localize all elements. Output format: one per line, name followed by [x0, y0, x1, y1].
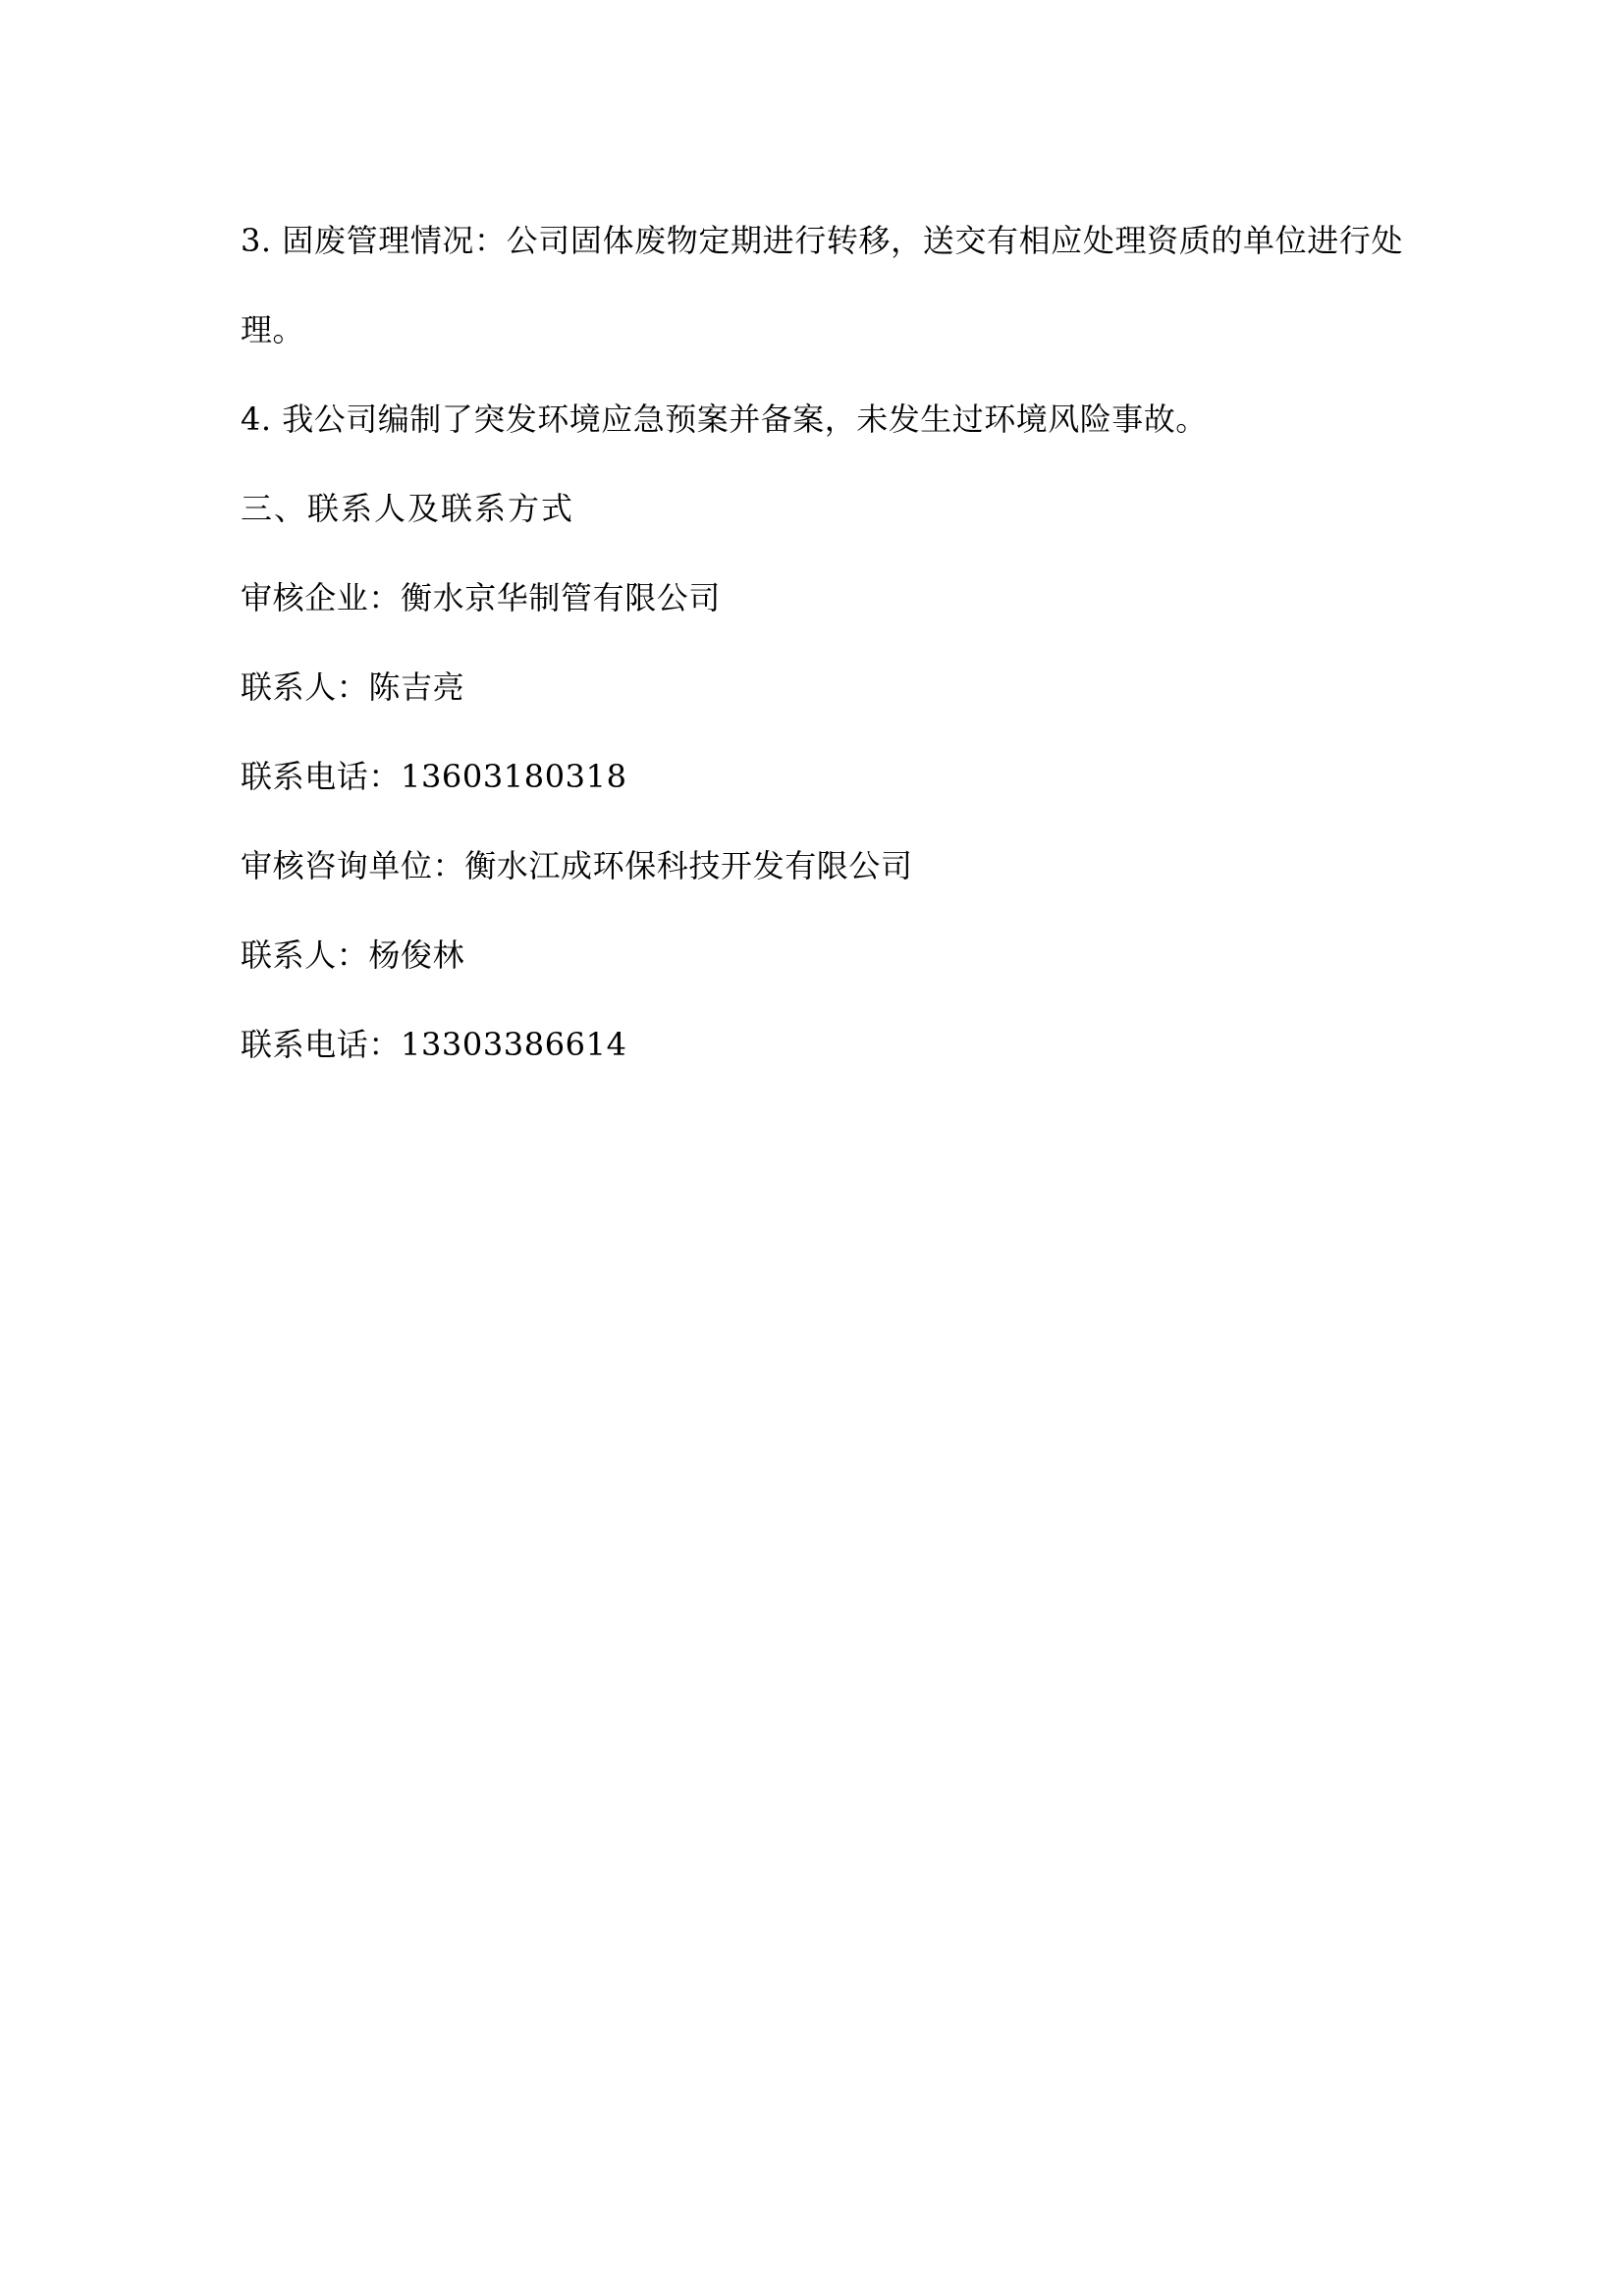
paragraph-emergency-plan: 4. 我公司编制了突发环境应急预案并备案，未发生过环境风险事故。: [241, 400, 1208, 438]
heading-contact-section: 三、联系人及联系方式: [241, 490, 575, 527]
line-audited-enterprise: 审核企业：衡水京华制管有限公司: [241, 579, 722, 616]
line-audit-consulting-unit: 审核咨询单位：衡水江成环保科技开发有限公司: [241, 847, 913, 884]
document-body: [241, 196, 1403, 1148]
paragraph-solid-waste-management: 3. 固废管理情况：公司固体废物定期进行转移，送交有相应处理资质的单位进行处理。: [241, 222, 1403, 348]
line-contact-phone-consulting: 联系电话：13303386614: [241, 1026, 627, 1063]
line-contact-phone-enterprise: 联系电话：13603180318: [241, 758, 627, 795]
page-bottom-space: [241, 1090, 1403, 1148]
line-contact-person-consulting: 联系人：杨俊林: [241, 936, 465, 974]
line-contact-person-enterprise: 联系人：陈吉亮: [241, 668, 465, 706]
